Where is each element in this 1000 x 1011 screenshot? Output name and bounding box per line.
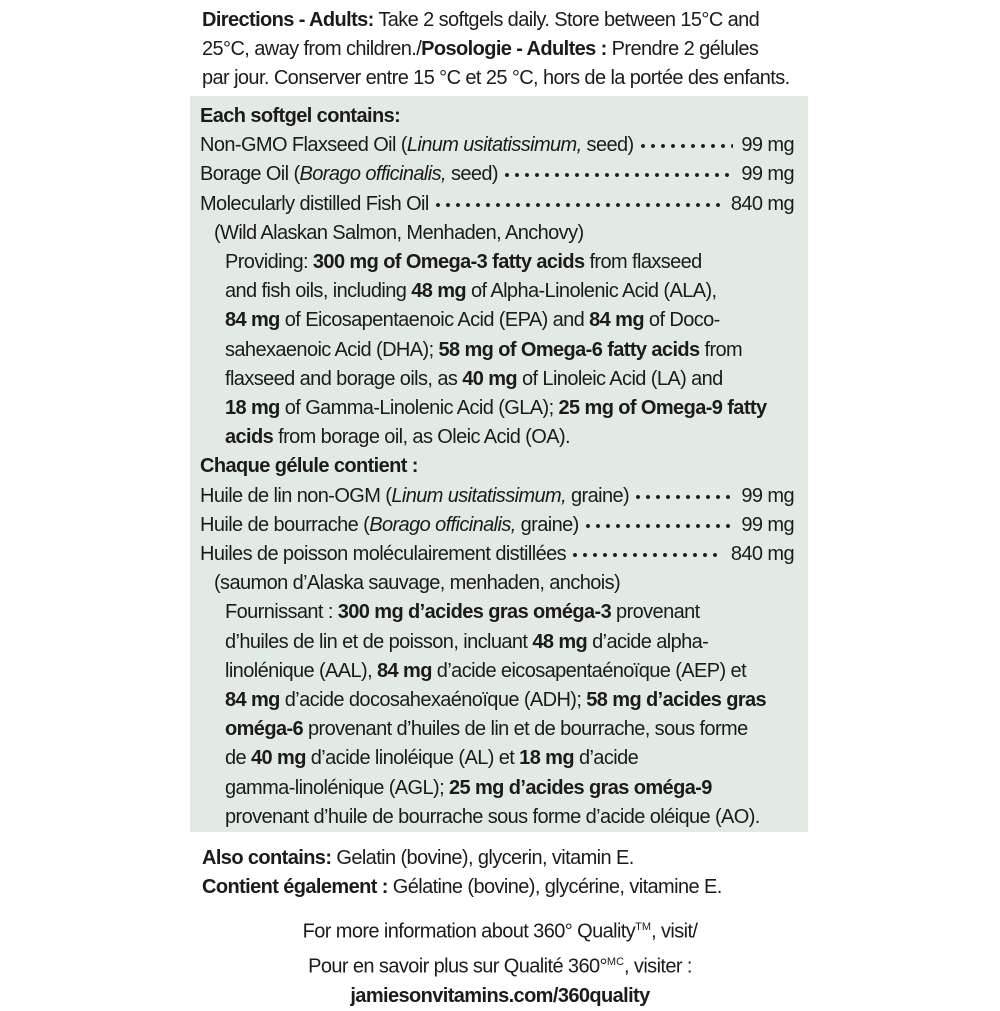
paragraph-line (200, 744, 794, 773)
text-segment: of Doco- (643, 309, 720, 332)
superscript-text: MC (606, 955, 625, 968)
ingredient-row (200, 190, 794, 219)
italic-text: Borago officinalis, (299, 163, 446, 186)
ingredient-name (200, 540, 566, 569)
ingredient-name (200, 190, 429, 219)
ingredient-amount: 99 mg (741, 484, 794, 507)
bold-text: Also contains: (202, 847, 332, 869)
ingredient-row (200, 511, 794, 540)
source-note (200, 219, 794, 248)
text-segment: For more information about 360° Quality (302, 920, 636, 943)
text-segment: seed) (445, 163, 498, 186)
ingredient-amount: 840 mg (730, 543, 794, 566)
text-segment: of Eicosapentaenoic Acid (EPA) and (279, 309, 590, 332)
text-segment: gamma-linolénique (AGL); (225, 776, 449, 799)
text-segment: provenant d’huile de bourrache sous forme d’acide oléique (AO). (225, 805, 760, 828)
paragraph-line (200, 715, 794, 744)
text-segment: from borage oil, as Oleic Acid (OA). (273, 426, 570, 449)
text-line (202, 873, 830, 902)
text-segment: de (225, 747, 252, 770)
bold-text: Posologie - Adultes : (421, 38, 607, 60)
dotted-leader (503, 166, 733, 180)
italic-text: Linum usitatissimum, (391, 484, 567, 507)
superscript-text: TM (635, 921, 652, 933)
text-segment: Molecularly distilled Fish Oil (200, 192, 429, 215)
paragraph-line (200, 774, 794, 803)
text-segment: 25°C, away from children./ (202, 38, 422, 60)
text-line (0, 912, 1000, 947)
panel-header (200, 102, 794, 131)
bold-text: 300 mg of Omega-3 fatty acids (312, 251, 585, 274)
bold-text: 18 mg (225, 397, 280, 420)
text-line (0, 947, 1000, 982)
bold-text: 40 mg (251, 747, 306, 770)
ingredient-name (200, 131, 634, 160)
bold-text: 40 mg (462, 367, 518, 390)
bold-text: 48 mg (532, 630, 588, 653)
bold-text: 48 mg (411, 280, 467, 303)
italic-text: Linum usitatissimum, (406, 134, 582, 157)
text-segment: Huiles de poisson moléculairement distillées (200, 543, 567, 566)
text-segment: provenant d’huiles de lin et de bourrache, sous forme (303, 718, 748, 741)
text-segment: d’acide linoléique (AL) et (305, 747, 520, 770)
text-segment: from (699, 338, 743, 361)
text-segment: d’acide (573, 747, 639, 770)
text-segment: Take 2 softgels daily. Store between 15°C and (373, 9, 760, 31)
text-segment: Gelatin (bovine), glycerin, vitamin E. (331, 847, 634, 869)
text-segment: , visit/ (651, 920, 698, 943)
bold-text: 84 mg (225, 309, 280, 332)
bold-text: 18 mg (519, 747, 574, 770)
paragraph-line (200, 657, 794, 686)
text-segment: (saumon d’Alaska sauvage, menhaden, anchois) (214, 572, 621, 595)
ingredient-row (200, 540, 794, 569)
paragraph-line (200, 365, 794, 394)
paragraph-line (200, 306, 794, 335)
text-line (202, 844, 830, 873)
dotted-leader (639, 137, 734, 151)
bold-text: 84 mg (225, 689, 280, 712)
text-segment: of Linoleic Acid (LA) and (517, 367, 723, 390)
text-segment: from flaxseed (584, 251, 702, 274)
ingredient-row (200, 482, 794, 511)
bold-text: 84 mg (377, 659, 432, 682)
bold-text: Chaque gélule contient : (200, 455, 418, 478)
text-line (202, 6, 830, 35)
text-segment: d’acide docosahexaénoïque (ADH); (279, 689, 587, 712)
text-segment: d’acide alpha- (587, 630, 709, 653)
italic-text: Borago officinalis, (369, 513, 516, 536)
text-segment: , visiter : (624, 955, 692, 978)
dotted-leader (434, 196, 723, 210)
ingredient-amount: 99 mg (741, 134, 794, 157)
text-segment: seed) (581, 134, 634, 157)
text-segment: graine) (566, 484, 630, 507)
bold-text: Contient également : (202, 876, 388, 898)
paragraph-line (200, 277, 794, 306)
text-segment: of Gamma-Linolenic Acid (GLA); (279, 397, 559, 420)
bold-text: oméga-6 (225, 718, 304, 741)
ingredient-amount: 840 mg (730, 192, 794, 215)
bold-text: Each softgel contains: (200, 105, 401, 127)
dotted-leader (584, 517, 734, 531)
dotted-leader (571, 546, 723, 560)
text-segment: d’acide eicosapentaénoïque (AEP) et (431, 659, 747, 682)
text-line (202, 64, 830, 93)
bold-text: Directions - Adults: (202, 9, 374, 31)
bold-text: 58 mg of Omega-6 fatty acids (438, 338, 700, 361)
bold-text: 25 mg of Omega-9 fatty (558, 397, 767, 420)
text-segment: linolénique (AAL), (225, 659, 378, 682)
bold-text: 58 mg d’acides gras (586, 689, 767, 712)
bold-text: jamiesonvitamins.com/360quality (350, 985, 650, 1008)
also-contains-text (202, 844, 830, 902)
paragraph-line (200, 423, 794, 452)
text-segment: graine) (515, 513, 579, 536)
text-line (0, 981, 1000, 1011)
text-segment: Prendre 2 gélules (606, 38, 759, 60)
text-segment: provenant (611, 601, 700, 624)
directions-text (202, 6, 830, 93)
text-segment: Pour en savoir plus sur Qualité 360° (308, 955, 607, 978)
text-segment: Non-GMO Flaxseed Oil ( (200, 134, 407, 157)
panel-header (200, 452, 794, 481)
paragraph-line (200, 628, 794, 657)
ingredients-panel (190, 96, 808, 832)
paragraph-line (200, 686, 794, 715)
ingredient-row (200, 160, 794, 189)
ingredient-name (200, 160, 498, 189)
text-line (202, 35, 830, 64)
text-segment: Borage Oil ( (200, 163, 300, 186)
text-segment: Huile de lin non-OGM ( (200, 484, 392, 507)
paragraph-line (200, 394, 794, 423)
text-segment: Providing: (225, 251, 313, 274)
paragraph-line (200, 336, 794, 365)
bold-text: 25 mg d’acides gras oméga-9 (449, 776, 712, 799)
text-segment: d’huiles de lin et de poisson, incluant (225, 630, 533, 653)
text-segment: Fournissant : (225, 601, 338, 624)
ingredient-amount: 99 mg (741, 513, 794, 536)
bold-text: 84 mg (589, 309, 644, 332)
ingredient-name (200, 511, 579, 540)
text-segment: Gélatine (bovine), glycérine, vitamine E. (387, 876, 722, 898)
paragraph-line (200, 598, 794, 627)
ingredient-name (200, 482, 629, 511)
dotted-leader (634, 488, 733, 502)
text-segment: and fish oils, including (225, 280, 412, 303)
text-segment: Huile de bourrache ( (200, 513, 370, 536)
text-segment: flaxseed and borage oils, as (225, 367, 463, 390)
bold-text: 300 mg d’acides gras oméga-3 (337, 601, 612, 624)
text-segment: of Alpha-Linolenic Acid (ALA), (466, 280, 717, 303)
text-segment: (Wild Alaskan Salmon, Menhaden, Anchovy) (214, 221, 584, 244)
text-segment: par jour. Conserver entre 15 °C et 25 °C, hors de la portée des enfants. (202, 67, 790, 89)
ingredient-row (200, 131, 794, 160)
footer-info-text (0, 912, 1000, 1011)
paragraph-line (200, 248, 794, 277)
paragraph-line (200, 803, 794, 832)
ingredient-amount: 99 mg (741, 163, 794, 186)
source-note (200, 569, 794, 598)
text-segment: sahexaenoic Acid (DHA); (225, 338, 439, 361)
bold-text: acids (225, 426, 274, 449)
